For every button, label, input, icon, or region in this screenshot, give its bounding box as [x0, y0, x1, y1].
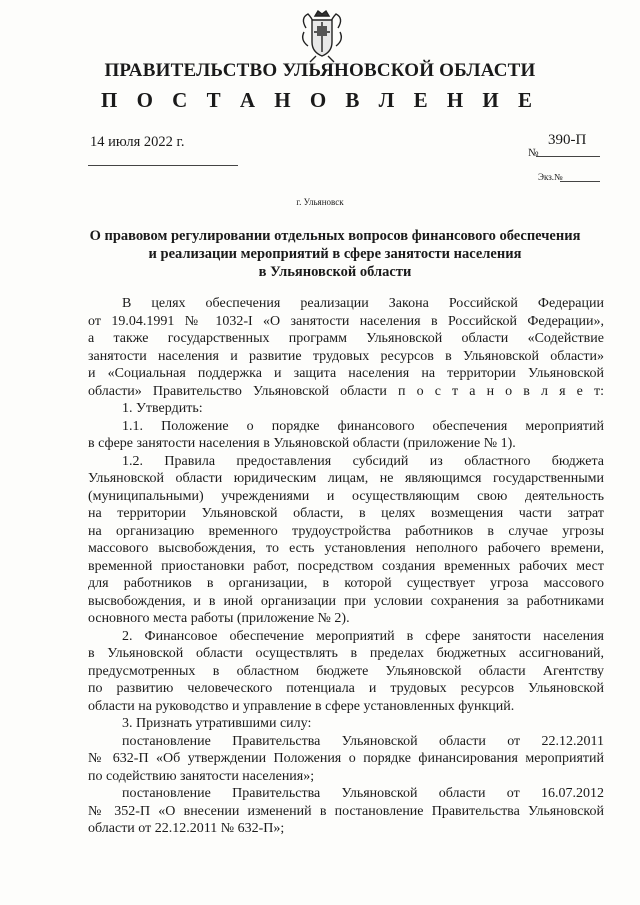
- body-line: предусмотренных в областном бюджете Ульяновской области Агентству: [88, 663, 604, 679]
- body-line: по развитию человеческого потенциала и трудовых ресурсов Ульяновской: [88, 681, 604, 696]
- body-line: основного места работы (приложение № 2).: [88, 611, 350, 626]
- copy-number-label: Экз.№: [538, 172, 563, 182]
- coat-of-arms-emblem: [298, 6, 346, 64]
- body-line: постановление Правительства Ульяновской области от 16.07.2012: [122, 786, 604, 801]
- body-line: от 19.04.1991 № 1032-I «О занятости населения в Российской Федерации»,: [88, 313, 604, 329]
- body-line: 2. Финансовое обеспечение мероприятий в сфере занятости населения: [122, 628, 604, 644]
- body-line: массового высвобождения, то есть установления неполного рабочего времени,: [88, 541, 604, 556]
- body-line: № 352-П «О внесении изменений в постановление Правительства Ульяновской: [88, 803, 604, 819]
- decree-number: 390-П: [548, 132, 587, 148]
- body-line: временной приостановки работ, посредством создания временных рабочих мест: [88, 558, 604, 574]
- date-underline: [88, 165, 238, 166]
- number-underline: [536, 156, 600, 157]
- body-line: 3. Признать утратившими силу:: [122, 716, 312, 731]
- body-line: на территории Ульяновской области, в целях возмещения части затрат: [88, 506, 604, 521]
- body-line: № 632-П «Об утверждении Положения о порядке финансирования мероприятий: [88, 751, 604, 766]
- body-line: области» Правительство Ульяновской области п о с т а н о в л я е т:: [88, 383, 604, 399]
- decree-body: [88, 295, 604, 838]
- body-line: 1.1. Положение о порядке финансового обеспечения мероприятий: [122, 418, 604, 434]
- government-name: ПРАВИТЕЛЬСТВО УЛЬЯНОВСКОЙ ОБЛАСТИ: [104, 60, 536, 81]
- body-line: области на руководство и управление в сфере установленных функций.: [88, 698, 515, 714]
- body-line: а также государственных программ Ульяновской области «Содействие: [88, 331, 604, 346]
- title-line: в Ульяновской области: [258, 264, 412, 280]
- body-line: Ульяновской области юридическим лицам, не являющимся государственными: [88, 471, 604, 486]
- decree-title: [60, 227, 610, 281]
- body-line: и «Социальная поддержка и защита населения на территории Ульяновской: [88, 366, 604, 381]
- decree-date: 14 июля 2022 г.: [90, 134, 185, 150]
- body-line: постановление Правительства Ульяновской области от 22.12.2011: [122, 733, 604, 749]
- body-line: 1. Утвердить:: [122, 401, 203, 416]
- body-line: занятости населения и развитие трудовых ресурсов в Ульяновской области»: [88, 348, 604, 364]
- copy-number-underline: [560, 181, 600, 182]
- title-line: и реализации мероприятий в сфере занятости населения: [148, 246, 522, 262]
- body-line: 1.2. Правила предоставления субсидий из областного бюджета: [122, 453, 604, 469]
- body-line: высвобождения, и в иной организации при условии сохранения за работниками: [88, 593, 604, 609]
- body-line: по содействию занятости населения»;: [88, 768, 315, 784]
- title-line: О правовом регулировании отдельных вопросов финансового обеспечения: [89, 228, 581, 244]
- number-sign: №: [528, 147, 539, 159]
- body-line: (муниципальными) учреждениями и осуществляющим свою деятельность: [88, 488, 604, 504]
- body-line: в сфере занятости населения в Ульяновской области (приложение № 1).: [88, 436, 516, 451]
- body-line: для работников в организации, в которой существует угроза массового: [88, 576, 604, 591]
- body-line: в Ульяновской области осуществлять в пределах бюджетных ассигнований,: [88, 646, 604, 661]
- body-line: области от 22.12.2011 № 632-П»;: [88, 821, 285, 836]
- body-line: В целях обеспечения реализации Закона Российской Федерации: [122, 296, 604, 311]
- document-type: П О С Т А Н О В Л Е Н И Е: [100, 88, 539, 112]
- city-name: г. Ульяновск: [296, 197, 344, 207]
- body-line: на организацию временного трудоустройства работников в случае угрозы: [88, 523, 604, 539]
